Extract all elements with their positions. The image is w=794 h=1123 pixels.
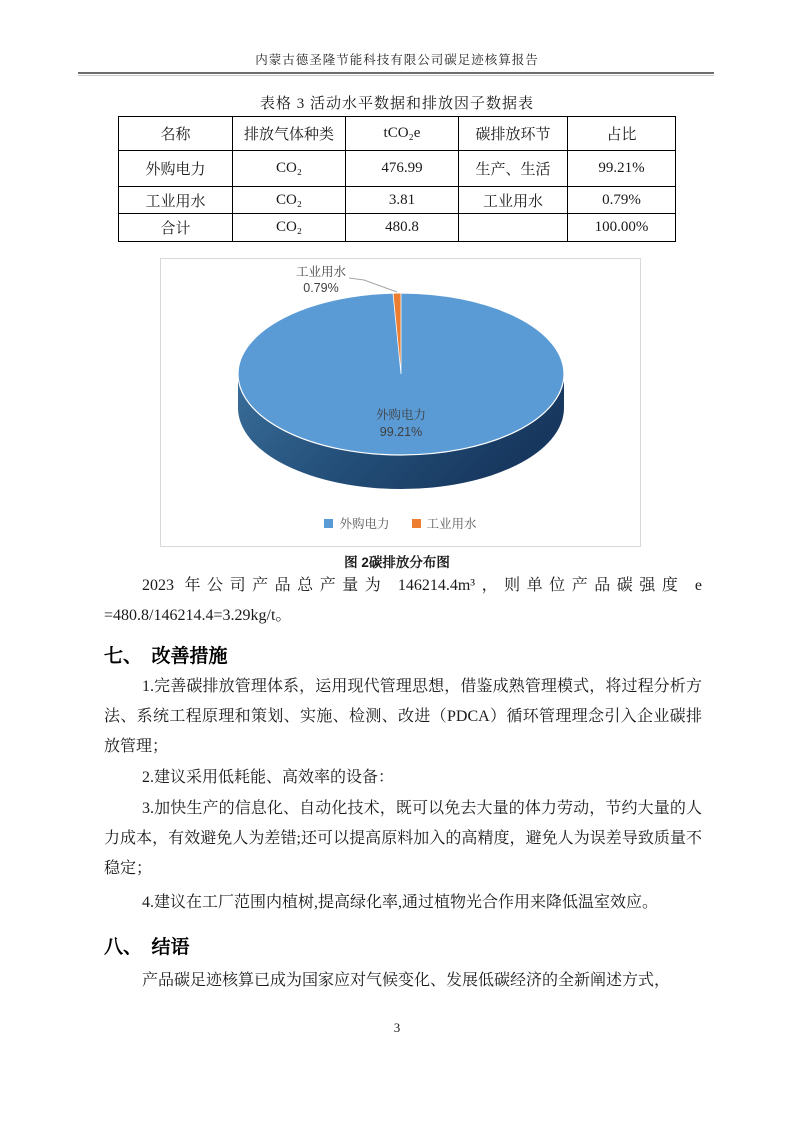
table-header-row [119, 117, 676, 151]
table-cell: 480.8 [346, 214, 459, 242]
legend-item-water [412, 514, 477, 532]
pie-label-water-value: 0.79% [303, 281, 339, 295]
table-row [119, 151, 676, 187]
table-cell: 3.81 [346, 187, 459, 214]
legend-item-electricity [324, 514, 389, 532]
table-caption: 表格 3 活动水平数据和排放因子数据表 [259, 96, 534, 112]
header-divider [78, 72, 714, 76]
table-cell: CO₂ [233, 151, 346, 187]
table-cell: 476.99 [346, 151, 459, 187]
table-cell [459, 214, 568, 242]
table-header-cell: 碳排放环节 [459, 117, 568, 151]
emissions-table [118, 116, 676, 242]
legend-swatch-electricity-icon [324, 519, 333, 528]
section-heading-conclusion: 八、 结语 [104, 937, 190, 958]
pie-label-electricity-name: 外购电力 [375, 408, 427, 422]
chart-legend [161, 514, 640, 532]
table-cell: 工业用水 [459, 187, 568, 214]
section-heading-improvement-measures: 七、 改善措施 [104, 646, 228, 667]
pie-chart [161, 259, 640, 546]
table-header-cell: tCO₂e [346, 117, 459, 151]
table-cell: 外购电力 [119, 151, 233, 187]
pie-chart-panel [160, 258, 641, 547]
table-cell: CO₂ [233, 187, 346, 214]
figure-caption: 图 2碳排放分布图 [344, 555, 450, 570]
paragraph-measure-4: 4.建议在工厂范围内植树,提高绿化率,通过植物光合作用来降低温室效应。 [142, 894, 659, 911]
table-cell: 工业用水 [119, 187, 233, 214]
legend-swatch-water-icon [412, 519, 421, 528]
table-cell: 0.79% [568, 187, 676, 214]
table-row [119, 214, 676, 242]
table-cell: 100.00% [568, 214, 676, 242]
page-number: 3 [393, 1020, 401, 1035]
table-header-cell: 排放气体种类 [233, 117, 346, 151]
legend-label-water: 工业用水 [426, 517, 477, 531]
pie-leader-line [349, 278, 397, 292]
paragraph-conclusion: 产品碳足迹核算已成为国家应对气候变化、发展低碳经济的全新阐述方式， [142, 972, 671, 989]
table-cell: 生产、生活 [459, 151, 568, 187]
pie-label-electricity-value: 99.21% [379, 425, 423, 439]
paragraph-carbon-intensity: 2023 年公司产品总产量为 146214.4m³，则单位产品碳强度 e =480.8/146214.4=3.29kg/t。 [104, 577, 702, 624]
pie-label-water-name: 工业用水 [295, 265, 347, 279]
legend-label-electricity: 外购电力 [339, 517, 390, 531]
paragraph-measure-3: 3.加快生产的信息化、自动化技术，既可以免去大量的体力劳动，节约大量的人力成本，有效避免人为差错;还可以提高原料加入的高精度，避免人为误差导致质量不稳定； [104, 800, 702, 877]
table-header-cell: 占比 [568, 117, 676, 151]
paragraph-measure-1: 1.完善碳排放管理体系，运用现代管理思想，借鉴成熟管理模式，将过程分析方法、系统工程原理和策划、实施、检测、改进（PDCA）循环管理理念引入企业碳排放管理； [104, 678, 702, 755]
table-cell: 99.21% [568, 151, 676, 187]
page-header-title: 内蒙古德圣隆节能科技有限公司碳足迹核算报告 [255, 53, 539, 67]
table-header-cell: 名称 [119, 117, 233, 151]
paragraph-measure-2: 2.建议采用低耗能、高效率的设备： [142, 769, 395, 786]
table-cell: CO₂ [233, 214, 346, 242]
table-cell: 合计 [119, 214, 233, 242]
table-row [119, 187, 676, 214]
